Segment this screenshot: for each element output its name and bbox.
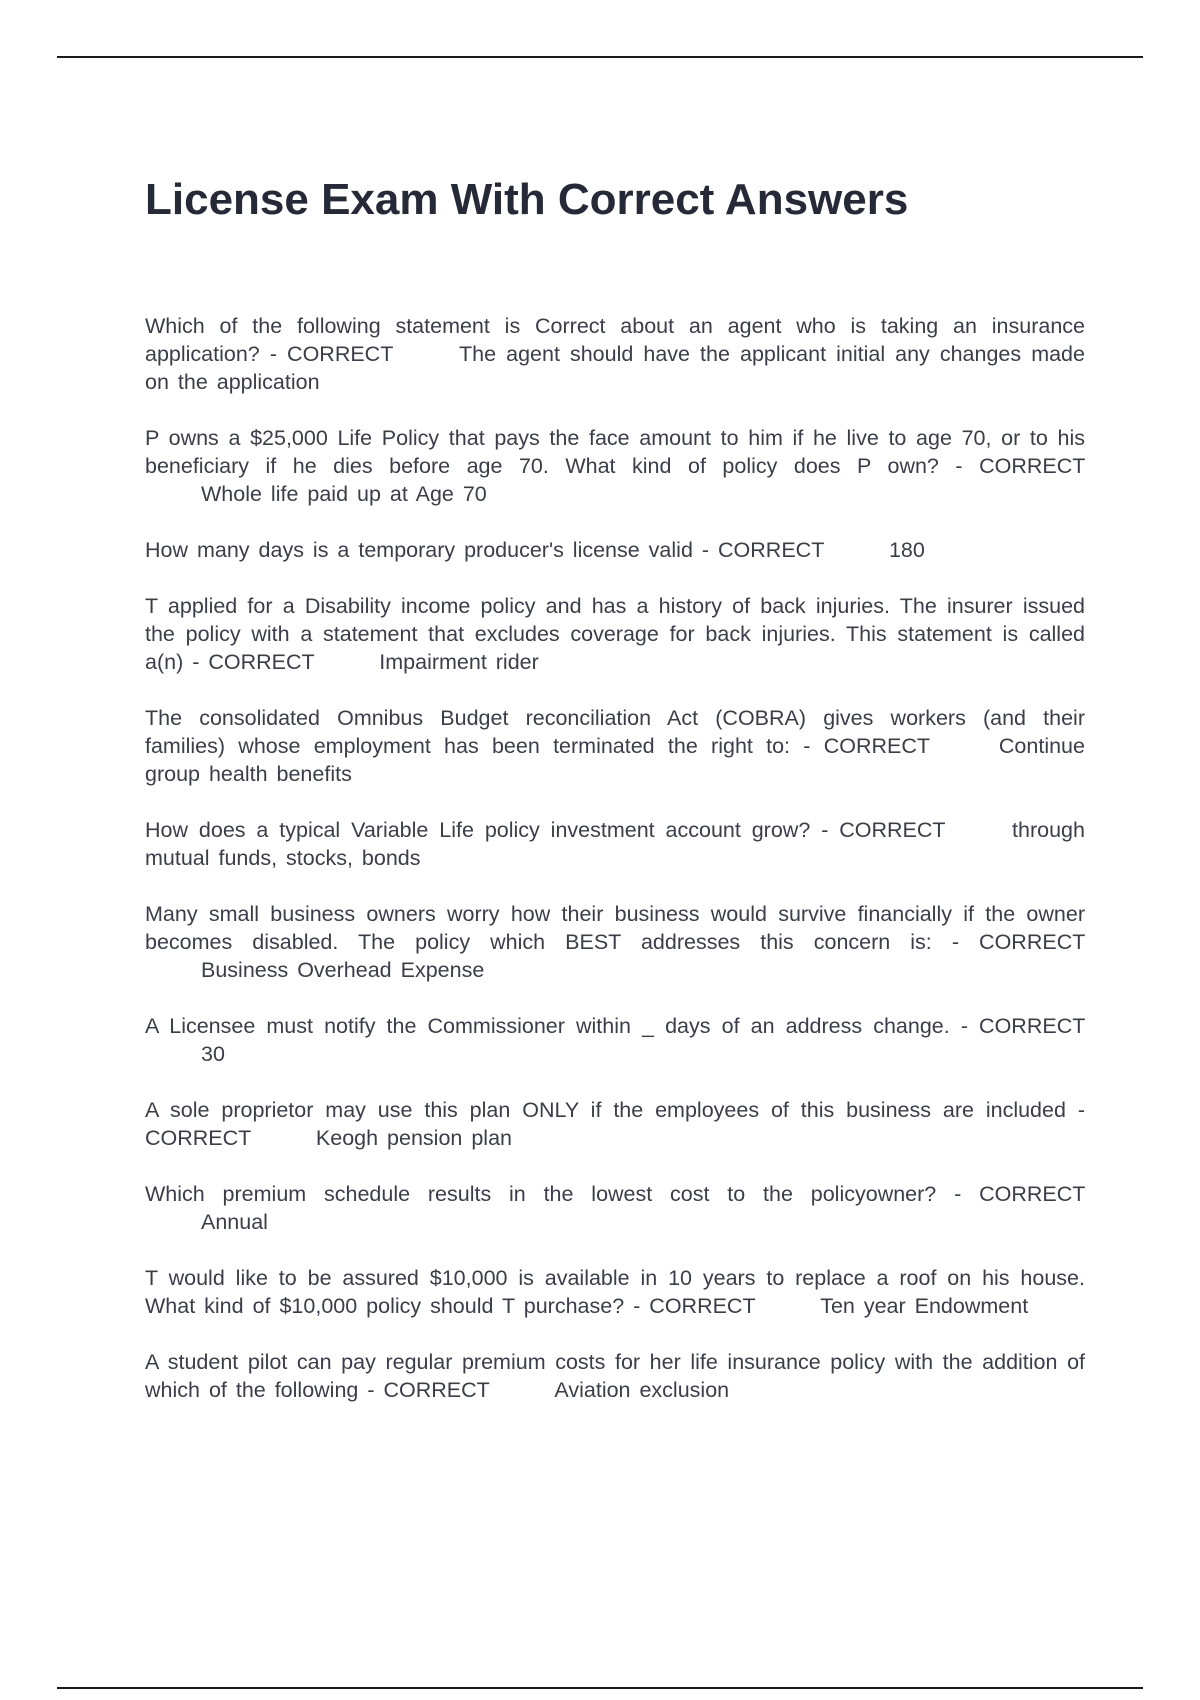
correct-marker: - CORRECT (145, 1098, 1085, 1150)
question-text: How many days is a temporary producer's license valid (145, 538, 693, 562)
answer-text: Ten year Endowment (820, 1294, 1029, 1318)
answer-text: Impairment rider (379, 650, 539, 674)
correct-marker: - CORRECT (192, 650, 315, 674)
answer-text: Annual (201, 1210, 268, 1234)
question-text: Which of the following statement is Correct about an agent who is taking an insurance application? (145, 314, 1085, 366)
qa-item (145, 424, 1085, 508)
answer-text: Whole life paid up at Age 70 (201, 482, 487, 506)
correct-marker: - CORRECT (951, 930, 1085, 954)
correct-marker: - CORRECT (955, 454, 1085, 478)
question-text: Many small business owners worry how their business would survive financially if the owner becomes disabled. The policy which BEST addresses this concern is: (145, 902, 1085, 954)
top-rule (57, 56, 1143, 58)
correct-marker: - CORRECT (803, 734, 930, 758)
correct-marker: - CORRECT (960, 1014, 1085, 1038)
qa-item (145, 1180, 1085, 1236)
qa-item (145, 1264, 1085, 1320)
question-text: The consolidated Omnibus Budget reconciliation Act (COBRA) gives workers (and their families) whose employment has been terminated the right to: (145, 706, 1085, 758)
qa-list (145, 312, 1085, 1432)
answer-text: through mutual funds, stocks, bonds (145, 818, 1085, 870)
qa-item (145, 536, 1085, 564)
qa-item (145, 592, 1085, 676)
bottom-rule (57, 1687, 1143, 1689)
answer-text: Keogh pension plan (315, 1126, 512, 1150)
qa-item (145, 1348, 1085, 1404)
qa-item (145, 1096, 1085, 1152)
qa-item (145, 1012, 1085, 1068)
answer-text: 30 (201, 1042, 225, 1066)
question-text: Which premium schedule results in the lowest cost to the policyowner? (145, 1182, 937, 1206)
correct-marker: - CORRECT (269, 342, 393, 366)
answer-text: 180 (888, 538, 925, 562)
correct-marker: - CORRECT (701, 538, 824, 562)
correct-marker: - CORRECT (821, 818, 946, 842)
correct-marker: - CORRECT (954, 1182, 1085, 1206)
answer-text: Aviation exclusion (554, 1378, 730, 1402)
qa-item (145, 704, 1085, 788)
qa-item (145, 900, 1085, 984)
qa-item (145, 816, 1085, 872)
question-text: How does a typical Variable Life policy investment account grow? (145, 818, 811, 842)
question-text: P owns a $25,000 Life Policy that pays the face amount to him if he live to age 70, or to his beneficiary if he dies before age 70. What kind of policy does P own? (145, 426, 1085, 478)
question-text: T applied for a Disability income policy and has a history of back injuries. The insurer issued the policy with a statement that excludes coverage for back injuries. This statement is called a(n) (145, 594, 1085, 674)
answer-text: Continue group health benefits (145, 734, 1085, 786)
correct-marker: - CORRECT (367, 1378, 490, 1402)
question-text: T would like to be assured $10,000 is available in 10 years to replace a roof on his house. What kind of $10,000 policy should T purchase? (145, 1266, 1085, 1318)
answer-text: The agent should have the applicant initial any changes made on the application (145, 342, 1085, 394)
question-text: A student pilot can pay regular premium costs for her life insurance policy with the addition of which of the following (145, 1350, 1085, 1402)
question-text: A sole proprietor may use this plan ONLY if the employees of this business are included (145, 1098, 1066, 1122)
qa-item (145, 312, 1085, 396)
page-title: License Exam With Correct Answers (145, 175, 909, 224)
answer-text: Business Overhead Expense (201, 958, 485, 982)
correct-marker: - CORRECT (633, 1294, 756, 1318)
question-text: A Licensee must notify the Commissioner within _ days of an address change. (145, 1014, 950, 1038)
